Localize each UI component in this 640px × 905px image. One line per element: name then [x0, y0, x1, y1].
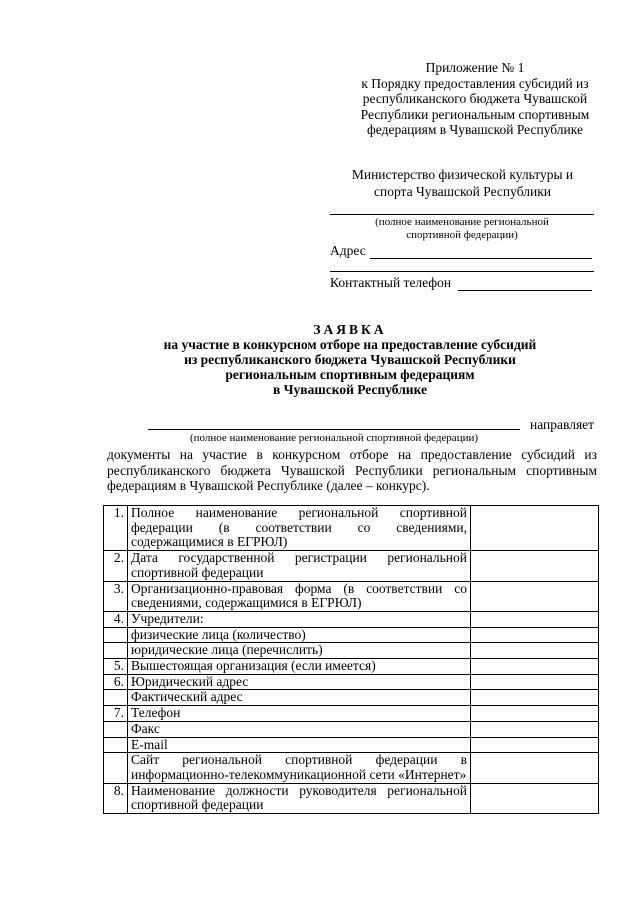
- title-word: ЗАЯВКА: [313, 322, 387, 337]
- row-label: Юридический адрес: [128, 674, 471, 690]
- row-number: 1.: [104, 506, 128, 551]
- table-row: [104, 753, 599, 783]
- table-row: [104, 690, 599, 706]
- row-value-cell[interactable]: [471, 706, 599, 722]
- row-label: Вышестоящая организация (если имеется): [128, 659, 471, 675]
- row-label: Организационно-правовая форма (в соответствии со сведениями, содержащимися в ЕГРЮЛ): [128, 581, 471, 611]
- row-value-cell[interactable]: [471, 737, 599, 753]
- phone-label: Контактный телефон: [330, 275, 452, 290]
- table-row: [104, 551, 599, 581]
- table-row: [104, 721, 599, 737]
- address-field[interactable]: [370, 258, 592, 259]
- row-value-cell[interactable]: [471, 611, 599, 627]
- row-value-cell[interactable]: [471, 659, 599, 675]
- annex-line: Приложение № 1: [425, 60, 525, 75]
- row-label: Дата государственной регистрации региональной спортивной федерации: [128, 551, 471, 581]
- annex-line: к Порядку предоставления субсидий из: [361, 75, 589, 91]
- row-label: E-mail: [128, 737, 471, 753]
- row-number: 2.: [104, 551, 128, 581]
- row-label: Учредители:: [128, 611, 471, 627]
- row-label: Наименование должности руководителя региональной спортивной федерации: [128, 783, 471, 813]
- ministry-line: Министерство физической культуры и: [351, 167, 574, 182]
- annex-line: Республики региональным спортивным: [360, 106, 590, 122]
- table-row: [104, 643, 599, 659]
- sends-word: направляет: [530, 417, 595, 432]
- row-label: Полное наименование региональной спортивной федерации (в соответствии со сведениями, содержащимися в ЕГРЮЛ): [128, 506, 471, 551]
- title-line: региональным спортивным федерациям: [225, 367, 475, 382]
- row-label: Сайт региональной спортивной федерации в информационно-телекоммуникационной сети «Интернет»: [128, 753, 471, 783]
- annex-line: федерациям в Чувашской Республике: [367, 122, 583, 137]
- ministry-name: [335, 166, 590, 200]
- row-value-cell[interactable]: [471, 721, 599, 737]
- annex-header: [340, 60, 610, 138]
- table-row: [104, 659, 599, 675]
- intro-paragraph: документы на участие в конкурсном отборе на предоставление субсидий из республиканского бюджета Чувашской Республики региональным спортивным федерациям в Чувашской Республике (далее – конкурс).: [107, 447, 597, 493]
- row-number: [104, 737, 128, 753]
- row-value-cell[interactable]: [471, 643, 599, 659]
- application-table: [103, 505, 599, 814]
- row-value-cell[interactable]: [471, 674, 599, 690]
- sender-caption: (полное наименование региональной спортивной федерации): [189, 432, 479, 444]
- document-title: [130, 322, 570, 397]
- table-row: [104, 506, 599, 551]
- table-row: [104, 783, 599, 813]
- row-number: [104, 643, 128, 659]
- row-value-cell[interactable]: [471, 753, 599, 783]
- row-value-cell[interactable]: [471, 506, 599, 551]
- federation-name-caption: [330, 216, 594, 242]
- table-row: [104, 611, 599, 627]
- row-number: [104, 627, 128, 643]
- row-label: Телефон: [128, 706, 471, 722]
- row-label: Фактический адрес: [128, 690, 471, 706]
- row-value-cell[interactable]: [471, 551, 599, 581]
- row-number: 3.: [104, 581, 128, 611]
- row-number: 6.: [104, 674, 128, 690]
- table-row: [104, 674, 599, 690]
- row-value-cell[interactable]: [471, 690, 599, 706]
- phone-field[interactable]: [458, 290, 592, 291]
- row-label: юридические лица (перечислить): [128, 643, 471, 659]
- federation-name-line: [330, 214, 594, 215]
- address-label: Адрес: [330, 243, 366, 258]
- row-number: 5.: [104, 659, 128, 675]
- table-row: [104, 737, 599, 753]
- title-line: из республиканского бюджета Чувашской Республики: [184, 352, 516, 367]
- row-value-cell[interactable]: [471, 627, 599, 643]
- ministry-line: спорта Чувашской Республики: [373, 184, 552, 199]
- address-extra-line: [330, 271, 594, 272]
- caption-line: спортивной федерации): [406, 229, 518, 241]
- row-value-cell[interactable]: [471, 581, 599, 611]
- row-number: [104, 690, 128, 706]
- sender-federation-field[interactable]: [148, 429, 520, 430]
- row-value-cell[interactable]: [471, 783, 599, 813]
- table-row: [104, 581, 599, 611]
- title-line: в Чувашской Республике: [272, 382, 428, 397]
- table-row: [104, 706, 599, 722]
- row-number: [104, 721, 128, 737]
- caption-line: (полное наименование региональной: [375, 216, 549, 228]
- annex-line: республиканского бюджета Чувашской: [362, 91, 588, 106]
- table-row: [104, 627, 599, 643]
- row-number: [104, 753, 128, 783]
- row-number: 7.: [104, 706, 128, 722]
- row-number: 8.: [104, 783, 128, 813]
- row-label: Факс: [128, 721, 471, 737]
- row-label: физические лица (количество): [128, 627, 471, 643]
- row-number: 4.: [104, 611, 128, 627]
- title-line: на участие в конкурсном отборе на предоставление субсидий: [163, 337, 537, 352]
